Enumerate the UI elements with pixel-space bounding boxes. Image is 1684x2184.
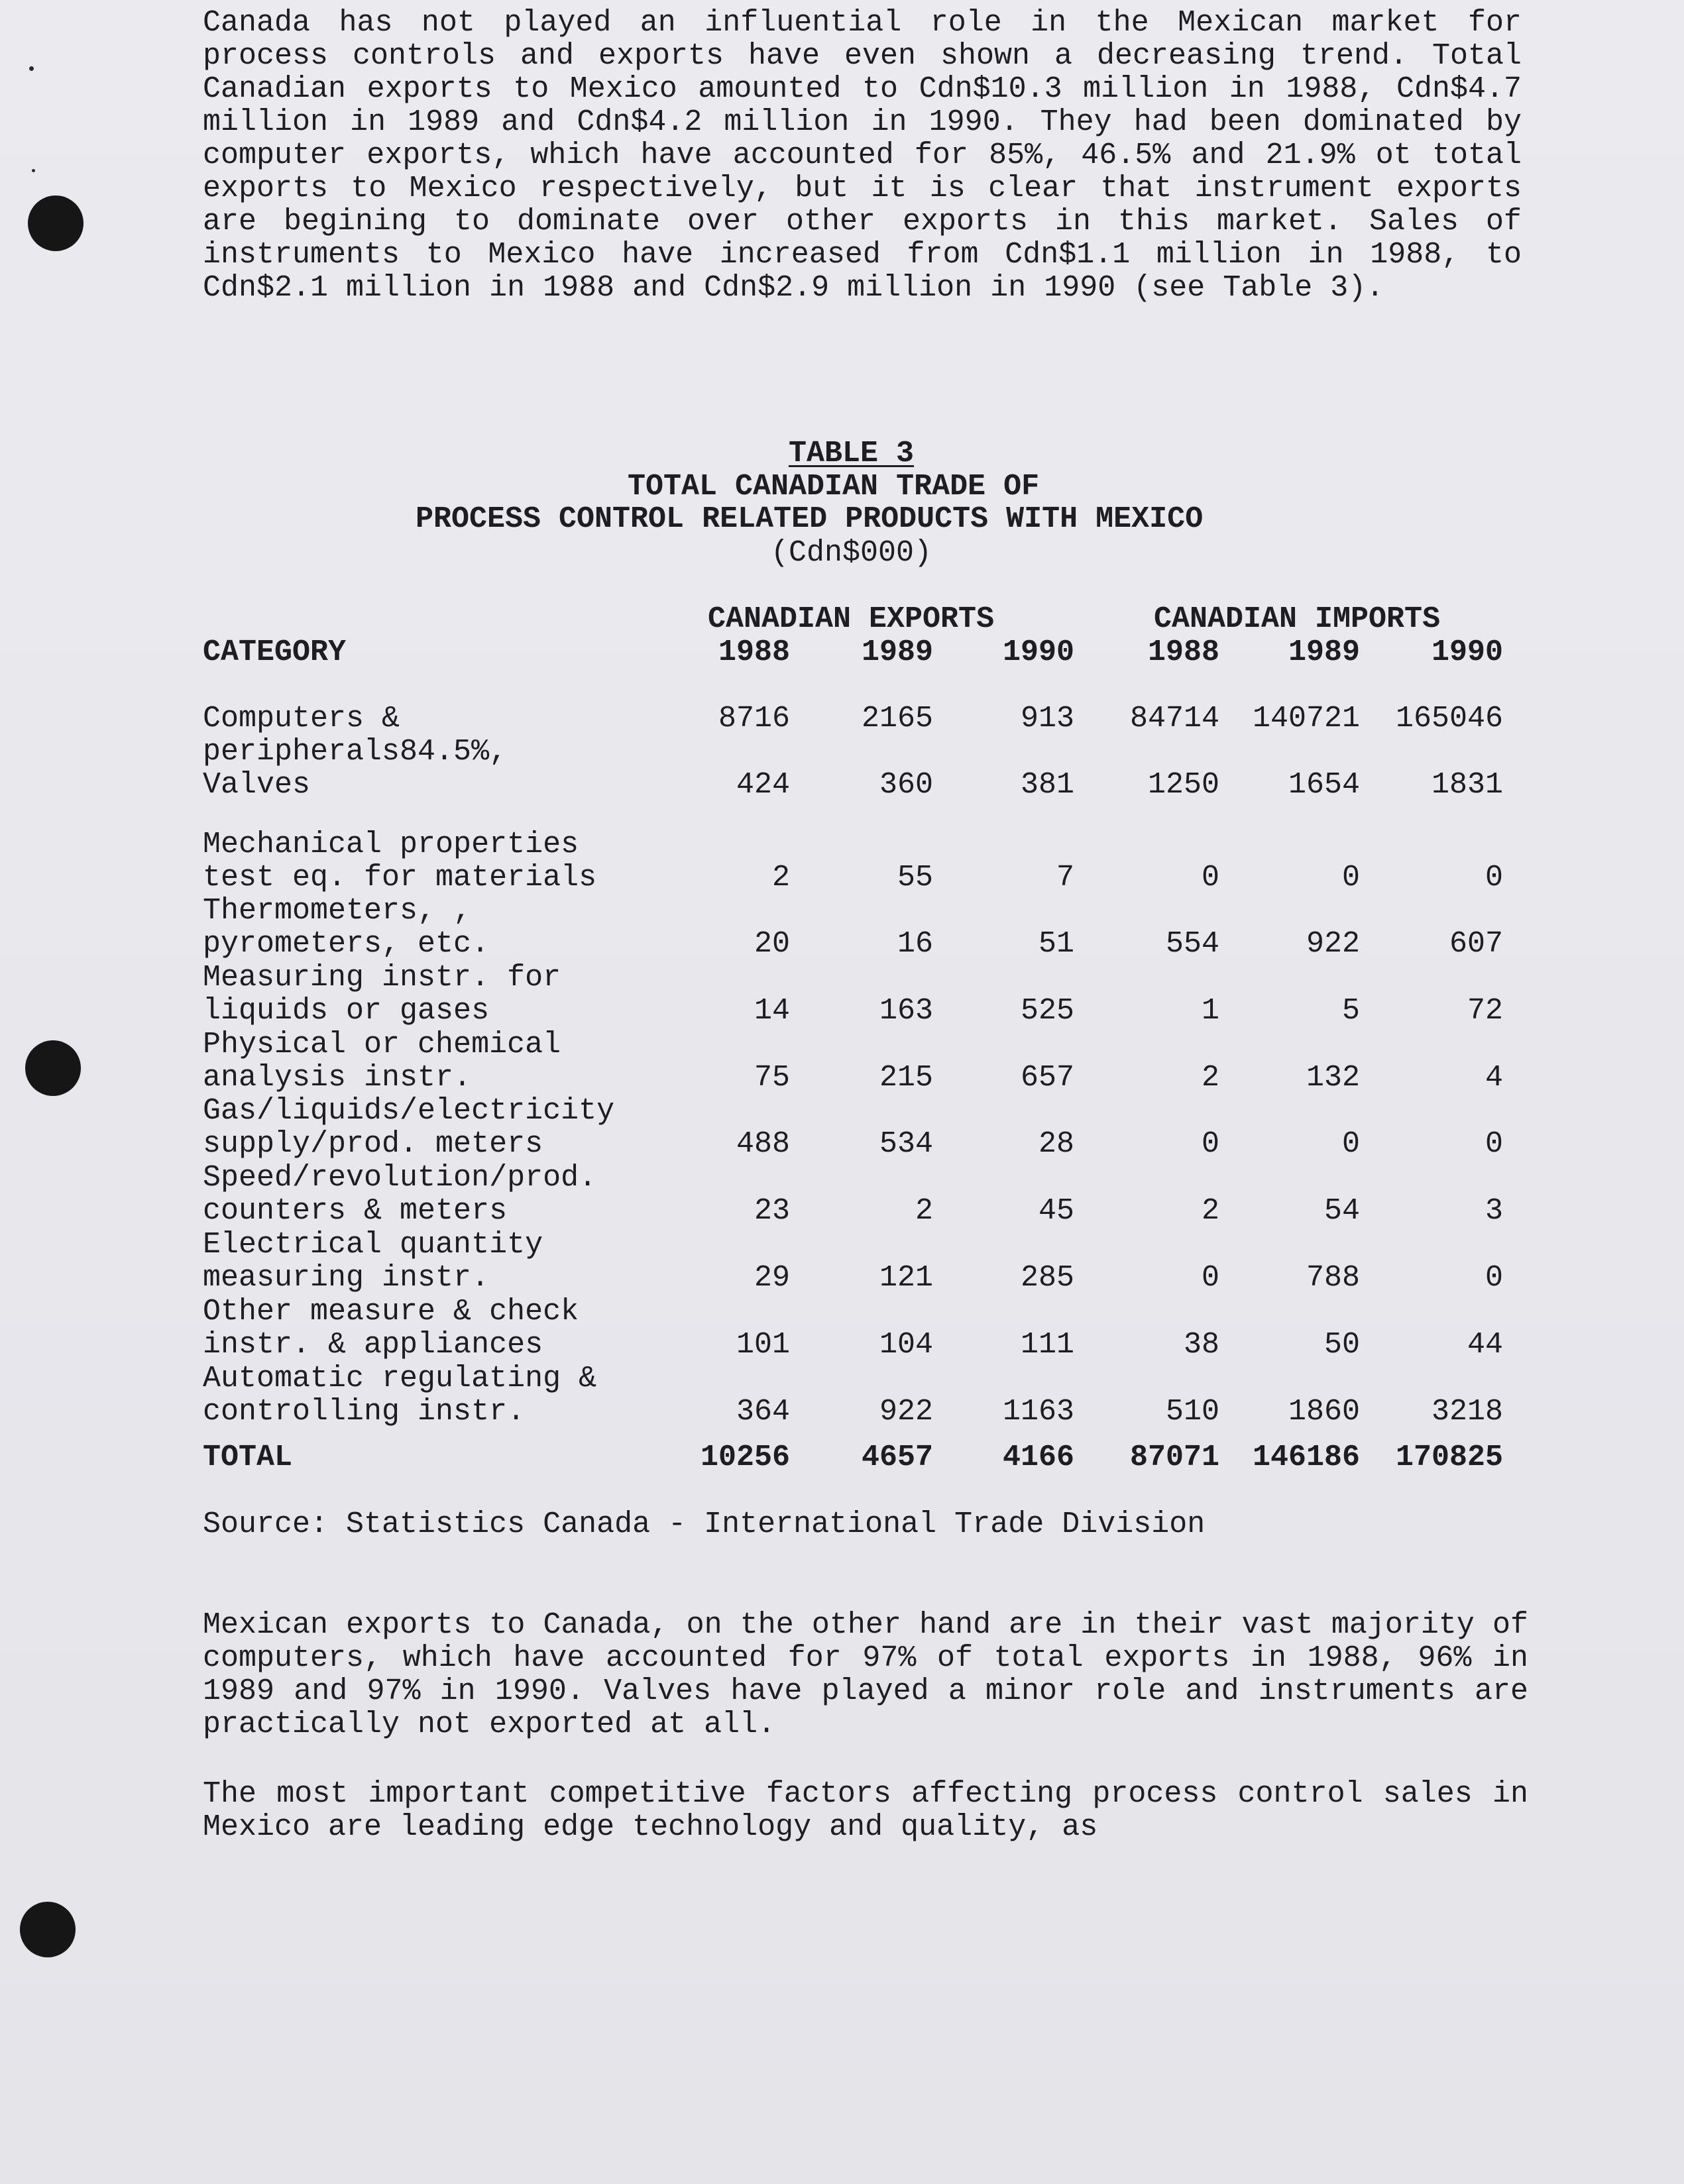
table-cell: 2 — [1201, 1061, 1219, 1095]
row-label: Computers & — [203, 702, 400, 736]
table-title-line2: PROCESS CONTROL RELATED PRODUCTS WITH MEXICO — [416, 502, 1204, 536]
table-title-line1: TOTAL CANADIAN TRADE OF — [628, 470, 1040, 504]
year-header: 1990 — [1002, 635, 1074, 669]
table-cell: 163 — [879, 994, 933, 1028]
table-cell: 1163 — [1002, 1395, 1074, 1429]
table-cell: 5 — [1341, 994, 1360, 1028]
table-cell: 4 — [1485, 1061, 1503, 1095]
table-cell: 132 — [1306, 1061, 1360, 1095]
table-source: Source: Statistics Canada - International Trade Division — [203, 1507, 1206, 1541]
table-cell: 657 — [1020, 1061, 1074, 1095]
table-cell: 215 — [879, 1061, 933, 1095]
table-cell: 3218 — [1431, 1395, 1503, 1429]
table-cell: 121 — [879, 1261, 933, 1295]
row-label: analysis instr. — [203, 1061, 472, 1095]
table-cell: 165046 — [1395, 702, 1503, 736]
table-cell: 0 — [1341, 1127, 1360, 1161]
table-cell: 360 — [879, 768, 933, 802]
total-cell: 10256 — [700, 1441, 790, 1474]
table-cell: 525 — [1020, 994, 1074, 1028]
row-label: measuring instr. — [203, 1261, 490, 1295]
paragraph-2: Mexican exports to Canada, on the other hand are in their vast majority of computers, which have accounted for 97% of total exports in 1988, 96% in 1989 and 97% in 1990. Valves have played a minor role and instruments are practically not exported at all. — [203, 1608, 1528, 1741]
table-cell: 922 — [879, 1395, 933, 1429]
row-label: instr. & appliances — [203, 1328, 543, 1362]
row-label: Measuring instr. for — [203, 961, 561, 995]
table-cell: 285 — [1020, 1261, 1074, 1295]
group-header-exports: CANADIAN EXPORTS — [708, 602, 995, 636]
row-label: Mechanical properties — [203, 828, 579, 861]
row-label: controlling instr. — [203, 1395, 526, 1429]
table-cell: 54 — [1323, 1194, 1360, 1228]
table-cell: 44 — [1467, 1328, 1503, 1362]
table-cell: 51 — [1038, 927, 1074, 961]
table-cell: 0 — [1485, 861, 1503, 895]
table-cell: 50 — [1323, 1328, 1360, 1362]
row-label: counters & meters — [203, 1194, 508, 1228]
table-cell: 101 — [736, 1328, 790, 1362]
table-cell: 23 — [754, 1194, 790, 1228]
table-cell: 1654 — [1288, 768, 1360, 802]
table-cell: 607 — [1449, 927, 1503, 961]
row-label: Electrical quantity — [203, 1228, 543, 1262]
table-cell: 2 — [1201, 1194, 1219, 1228]
total-cell: 87071 — [1129, 1441, 1219, 1474]
row-label: supply/prod. meters — [203, 1127, 543, 1161]
table-cell: 72 — [1467, 994, 1503, 1028]
table-cell: 488 — [736, 1127, 790, 1161]
year-header: 1988 — [718, 635, 790, 669]
table-cell: 510 — [1165, 1395, 1219, 1429]
group-header-imports: CANADIAN IMPORTS — [1154, 602, 1441, 636]
row-label: Other measure & check — [203, 1295, 579, 1329]
table-cell: 1860 — [1288, 1395, 1360, 1429]
table-cell: 104 — [879, 1328, 933, 1362]
row-label: liquids or gases — [203, 994, 490, 1028]
table-cell: 140721 — [1252, 702, 1360, 736]
table-cell: 38 — [1183, 1328, 1219, 1362]
table-cell: 1250 — [1147, 768, 1219, 802]
table-cell: 424 — [736, 768, 790, 802]
scan-speck — [32, 169, 35, 172]
row-label: pyrometers, etc. — [203, 927, 490, 961]
table-cell: 16 — [897, 927, 933, 961]
row-label: peripherals84.5%, — [203, 735, 508, 769]
table-cell: 2 — [915, 1194, 933, 1228]
total-cell: 4657 — [861, 1441, 933, 1474]
total-cell: 170825 — [1395, 1441, 1503, 1474]
binder-hole-top — [28, 195, 84, 251]
table-cell: 0 — [1201, 1127, 1219, 1161]
table-cell: 3 — [1485, 1194, 1503, 1228]
table-cell: 0 — [1485, 1261, 1503, 1295]
table-cell: 381 — [1020, 768, 1074, 802]
table-cell: 364 — [736, 1395, 790, 1429]
intro-paragraph: Canada has not played an influential role in the Mexican market for process controls and exports have even shown a decreasing trend. Total Canadian exports to Mexico amounted to Cdn$10.3 million in 1988, Cdn$4.7 million in 1989 and Cdn$4.2 million in 1990. They had been dominated by computer exports, which have accounted for 85%, 46.5% and 21.9% ot total exports to Mexico respectively, but it is clear that instrument exports are begining to dominate over other exports in this market. Sales of instruments to Mexico have increased from Cdn$1.1 million in 1988, to Cdn$2.1 million in 1988 and Cdn$2.9 million in 1990 (see Table 3). — [203, 6, 1522, 305]
year-header: 1988 — [1147, 635, 1219, 669]
table-cell: 20 — [754, 927, 790, 961]
year-header: 1989 — [861, 635, 933, 669]
table-cell: 554 — [1165, 927, 1219, 961]
row-label: Automatic regulating & — [203, 1362, 597, 1395]
table-cell: 28 — [1038, 1127, 1074, 1161]
row-label: Thermometers, , — [203, 894, 472, 928]
table-cell: 1831 — [1431, 768, 1503, 802]
table-cell: 788 — [1306, 1261, 1360, 1295]
table-cell: 922 — [1306, 927, 1360, 961]
year-header: 1989 — [1288, 635, 1360, 669]
table-label: TABLE 3 — [789, 437, 915, 470]
total-label: TOTAL — [203, 1441, 293, 1474]
paragraph-3: The most important competitive factors affecting process control sales in Mexico are leading edge technology and quality, as — [203, 1777, 1528, 1844]
binder-hole-bottom — [20, 1902, 76, 1957]
table-cell: 1 — [1201, 994, 1219, 1028]
binder-hole-middle — [25, 1040, 81, 1096]
table-cell: 8716 — [718, 702, 790, 736]
table-cell: 14 — [754, 994, 790, 1028]
row-label: Gas/liquids/electricity — [203, 1094, 615, 1128]
row-label: Valves — [203, 768, 311, 802]
row-label: Physical or chemical — [203, 1028, 561, 1062]
row-label: test eq. for materials — [203, 861, 597, 895]
total-cell: 4166 — [1002, 1441, 1074, 1474]
table-units: (Cdn$000) — [771, 536, 932, 570]
table-cell: 45 — [1038, 1194, 1074, 1228]
table-cell: 29 — [754, 1261, 790, 1295]
scan-speck — [29, 66, 34, 71]
table-cell: 534 — [879, 1127, 933, 1161]
table-cell: 7 — [1056, 861, 1074, 895]
category-header: CATEGORY — [203, 635, 347, 669]
table-cell: 913 — [1020, 702, 1074, 736]
table-cell: 2 — [771, 861, 790, 895]
table-cell: 0 — [1341, 861, 1360, 895]
table-cell: 55 — [897, 861, 933, 895]
table-cell: 84714 — [1129, 702, 1219, 736]
table-cell: 0 — [1201, 861, 1219, 895]
table-cell: 75 — [754, 1061, 790, 1095]
row-label: Speed/revolution/prod. — [203, 1161, 597, 1195]
table-cell: 111 — [1020, 1328, 1074, 1362]
year-header: 1990 — [1431, 635, 1503, 669]
table-cell: 0 — [1201, 1261, 1219, 1295]
table-cell: 2165 — [861, 702, 933, 736]
table-cell: 0 — [1485, 1127, 1503, 1161]
total-cell: 146186 — [1252, 1441, 1360, 1474]
